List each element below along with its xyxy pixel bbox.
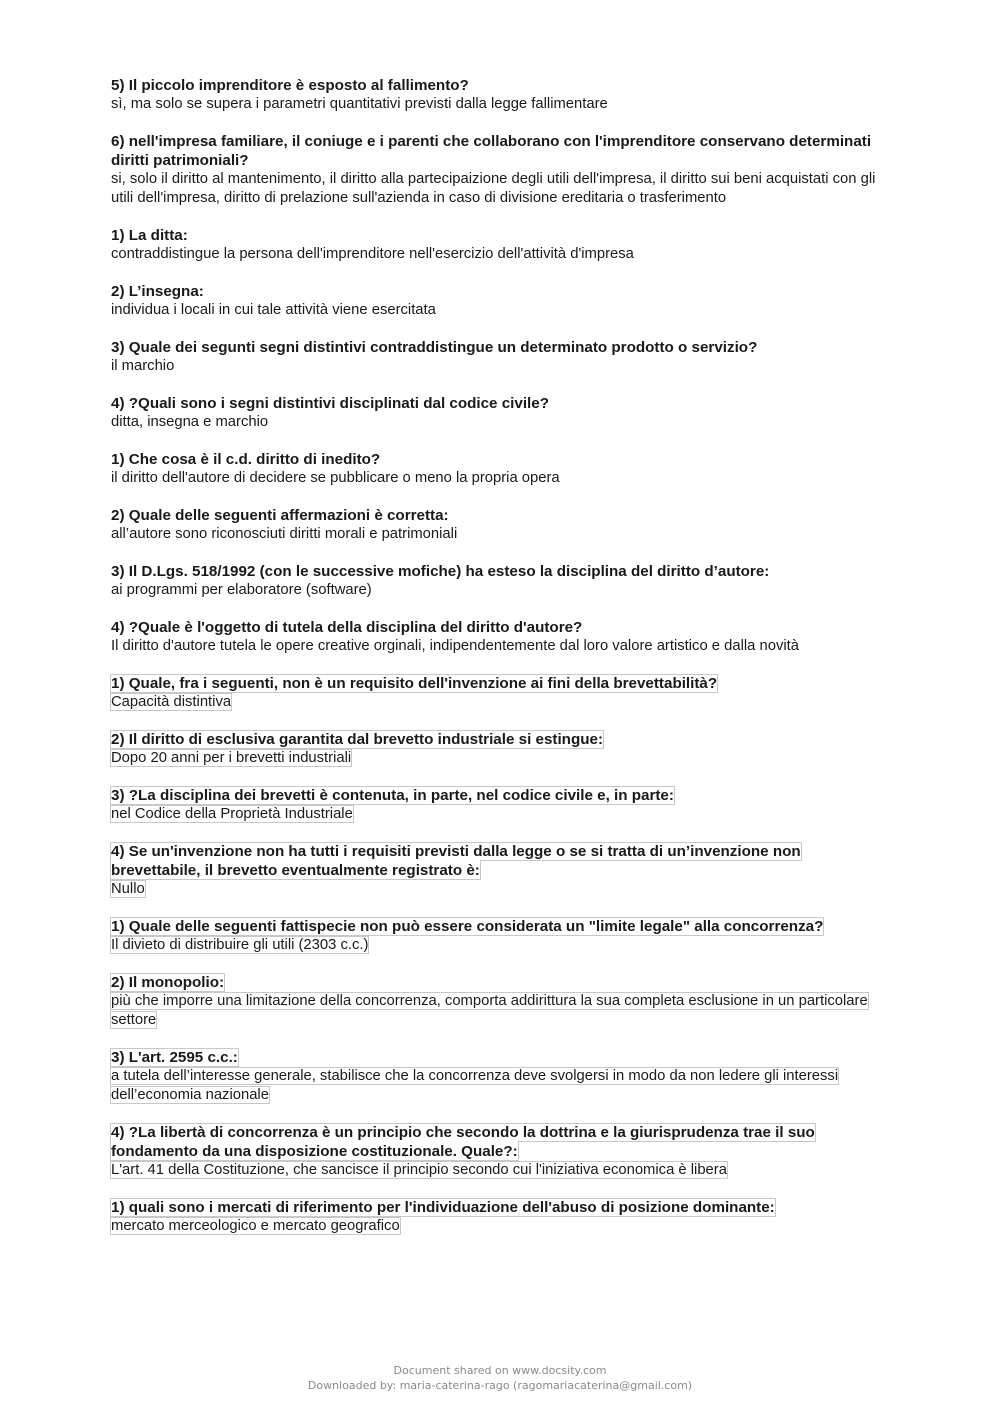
footer-shared-line: Document shared on www.docsity.com: [393, 1364, 607, 1377]
question-text: 1) Quale delle seguenti fattispecie non può essere considerata un "limite legale" alla concorrenza?: [111, 918, 824, 935]
question: [111, 1198, 891, 1217]
question-text: 1) Quale, fra i seguenti, non è un requisito dell'invenzione ai fini della brevettabilità?: [111, 675, 718, 692]
question: [111, 730, 891, 749]
footer-downloaded-line: Downloaded by: maria-caterina-rago (ragomariacaterina@gmail.com): [307, 1379, 693, 1392]
answer: il marchio: [111, 358, 175, 374]
question-text: 2) Il diritto di esclusiva garantita dal brevetto industriale si estingue:: [111, 731, 604, 748]
qa-item: [111, 562, 891, 600]
answer: [111, 1217, 891, 1236]
question: 6) nell'impresa familiare, il coniuge e i parenti che collaborano con l'imprenditore conservano determinati diritti patrimoniali?: [111, 133, 872, 169]
question: [111, 1123, 891, 1161]
answer: [111, 805, 891, 824]
answer: [111, 749, 891, 768]
answer: [111, 1067, 891, 1105]
question: [111, 786, 891, 805]
answer: individua i locali in cui tale attività viene esercitata: [111, 302, 436, 318]
answer-text: mercato merceologico e mercato geografico: [111, 1218, 400, 1234]
answer: il diritto dell'autore di decidere se pubblicare o meno la propria opera: [111, 470, 560, 486]
answer: ai programmi per elaboratore (software): [111, 582, 372, 598]
qa-item: [111, 338, 891, 376]
qa-item: [111, 450, 891, 488]
qa-item: [111, 973, 891, 1030]
question: 4) ?Quale è l'oggetto di tutela della disciplina del diritto d'autore?: [111, 619, 583, 636]
answer: si, solo il diritto al mantenimento, il diritto alla partecipaizione degli utili dell'impresa, il diritto sui beni acquistati con gli utili dell'impresa, diritto di prelazione sull'azienda in caso di divisione ereditaria o trasferimento: [111, 171, 876, 206]
answer: [111, 936, 891, 955]
qa-item: [111, 394, 891, 432]
qa-item: [111, 618, 891, 656]
question: [111, 842, 891, 880]
document-body: [111, 76, 891, 1254]
question-text: 2) Il monopolio:: [111, 974, 225, 991]
qa-item: [111, 1198, 891, 1236]
question: 4) ?Quali sono i segni distintivi disciplinati dal codice civile?: [111, 395, 549, 412]
answer: Il diritto d'autore tutela le opere creative orginali, indipendentemente dal loro valore artistico e dalla novità: [111, 638, 799, 654]
answer-text: a tutela dell’interesse generale, stabilisce che la concorrenza deve svolgersi in modo da non ledere gli interessi dell’economia nazionale: [111, 1068, 839, 1103]
qa-item: [111, 132, 891, 208]
question: 3) Quale dei segunti segni distintivi contraddistingue un determinato prodotto o servizio?: [111, 339, 758, 356]
question: 1) La ditta:: [111, 227, 188, 244]
qa-item: [111, 1123, 891, 1180]
question-text: 3) ?La disciplina dei brevetti è contenuta, in parte, nel codice civile e, in parte:: [111, 787, 674, 804]
question: 5) Il piccolo imprenditore è esposto al fallimento?: [111, 77, 469, 94]
question-text: 3) L'art. 2595 c.c.:: [111, 1049, 238, 1066]
question: 2) Quale delle seguenti affermazioni è corretta:: [111, 507, 449, 524]
question: [111, 973, 891, 992]
qa-item: [111, 842, 891, 899]
answer-text: L'art. 41 della Costituzione, che sancisce il principio secondo cui l'iniziativa economica è libera: [111, 1162, 727, 1178]
question: [111, 1048, 891, 1067]
answer: ditta, insegna e marchio: [111, 414, 269, 430]
answer-text: Capacità distintiva: [111, 694, 232, 710]
question: 3) Il D.Lgs. 518/1992 (con le successive mofiche) ha esteso la disciplina del diritto d’autore:: [111, 563, 770, 580]
qa-item: [111, 917, 891, 955]
answer: contraddistingue la persona dell'imprenditore nell'esercizio dell'attività d'impresa: [111, 246, 634, 262]
answer: [111, 1161, 891, 1180]
answer: [111, 693, 891, 712]
question: 1) Che cosa è il c.d. diritto di inedito?: [111, 451, 381, 468]
question-text: 4) ?La libertà di concorrenza è un principio che secondo la dottrina e la giurisprudenza trae il suo fondamento da una disposizione costituzionale. Quale?:: [111, 1124, 815, 1160]
answer: sì, ma solo se supera i parametri quantitativi previsti dalla legge fallimentare: [111, 96, 608, 112]
qa-item: [111, 282, 891, 320]
answer: [111, 992, 891, 1030]
qa-item: [111, 506, 891, 544]
qa-item: [111, 730, 891, 768]
qa-item: [111, 786, 891, 824]
answer-text: nel Codice della Proprietà Industriale: [111, 806, 353, 822]
question: 2) L’insegna:: [111, 283, 204, 300]
qa-item: [111, 226, 891, 264]
answer-text: più che imporre una limitazione della concorrenza, comporta addirittura la sua completa esclusione in un particolare settore: [111, 993, 868, 1028]
question-text: 4) Se un'invenzione non ha tutti i requisiti previsti dalla legge o se si tratta di un’invenzione non brevettabile, il brevetto eventualmente registrato è:: [111, 843, 801, 879]
question: [111, 917, 891, 936]
page-footer: [0, 1363, 1000, 1393]
answer-text: Il divieto di distribuire gli utili (2303 c.c.): [111, 937, 369, 953]
qa-item: [111, 674, 891, 712]
qa-item: [111, 76, 891, 114]
answer: all’autore sono riconosciuti diritti morali e patrimoniali: [111, 526, 458, 542]
answer-text: Dopo 20 anni per i brevetti industriali: [111, 750, 352, 766]
question: [111, 674, 891, 693]
question-text: 1) quali sono i mercati di riferimento per l'individuazione dell'abuso di posizione dominante:: [111, 1199, 775, 1216]
answer: [111, 880, 891, 899]
answer-text: Nullo: [111, 881, 145, 897]
qa-item: [111, 1048, 891, 1105]
